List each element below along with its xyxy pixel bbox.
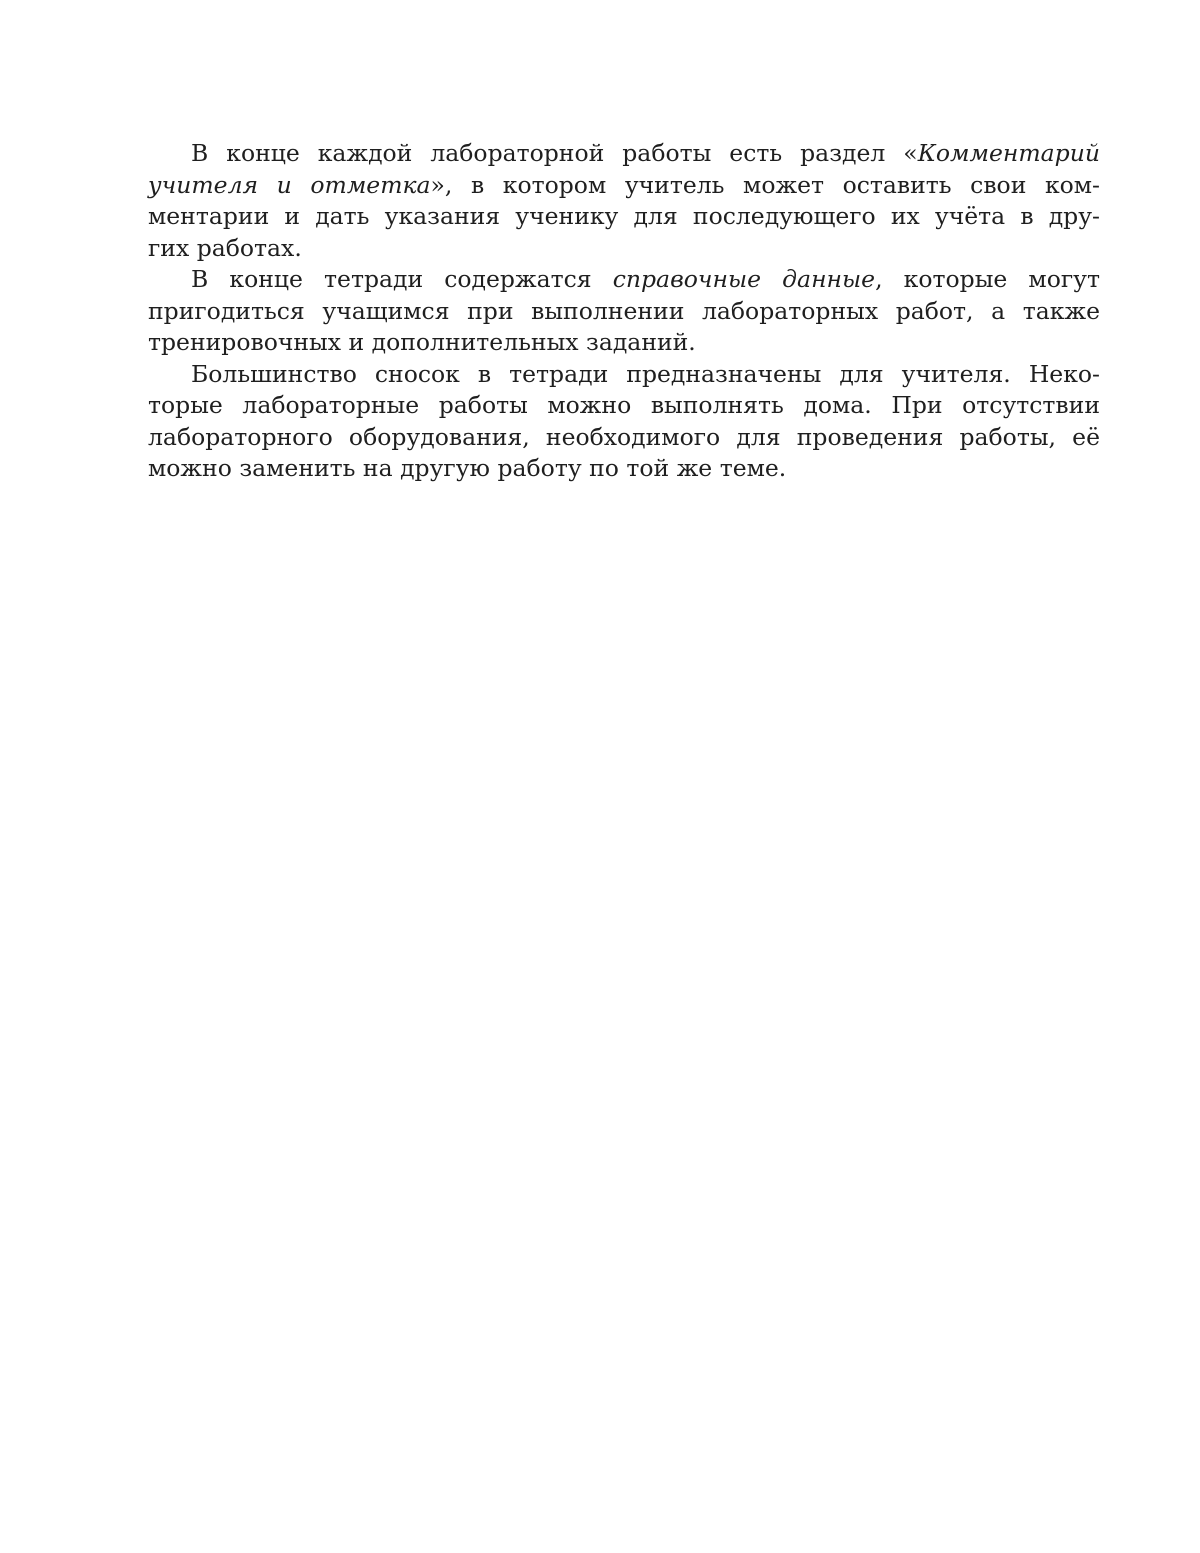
text-run: В конце каждой лабораторной работы есть раздел « bbox=[191, 139, 918, 167]
text-run-italic: учителя и отметка bbox=[148, 170, 431, 199]
text-run-italic: справочные данные bbox=[612, 265, 876, 293]
text-line bbox=[148, 296, 1100, 328]
text-run: », в котором учитель может оставить свои ком- bbox=[430, 170, 1101, 199]
text-run: Большинство сносок в тетради предназначены для учителя. Неко- bbox=[191, 359, 1100, 388]
paragraph bbox=[148, 359, 1100, 485]
text-run: лабораторного оборудования, необходимого для проведения работы, её bbox=[148, 422, 1100, 451]
text-line bbox=[148, 359, 1100, 391]
text-line bbox=[148, 170, 1100, 202]
text-run-italic: Комментарий bbox=[917, 139, 1100, 167]
document-body bbox=[148, 138, 1100, 485]
paragraph bbox=[148, 138, 1100, 264]
text-run: можно заменить на другую работу по той же теме. bbox=[148, 454, 787, 482]
text-run: ментарии и дать указания ученику для последующего их учёта в дру- bbox=[148, 202, 1100, 230]
text-line bbox=[148, 422, 1100, 454]
text-line bbox=[148, 264, 1100, 296]
text-line bbox=[148, 138, 1100, 170]
text-run: тренировочных и дополнительных заданий. bbox=[148, 328, 696, 356]
text-line bbox=[148, 453, 1100, 485]
text-run: торые лабораторные работы можно выполнять дома. При отсутствии bbox=[148, 391, 1100, 419]
text-line bbox=[148, 201, 1100, 233]
text-line bbox=[148, 327, 1100, 359]
text-run: пригодиться учащимся при выполнении лабораторных работ, а также bbox=[148, 296, 1100, 325]
text-line bbox=[148, 390, 1100, 422]
paragraph bbox=[148, 264, 1100, 359]
text-run: В конце тетради содержатся bbox=[191, 265, 613, 293]
text-run: , которые могут bbox=[875, 265, 1100, 293]
text-run: гих работах. bbox=[148, 233, 302, 262]
text-line bbox=[148, 233, 1100, 265]
